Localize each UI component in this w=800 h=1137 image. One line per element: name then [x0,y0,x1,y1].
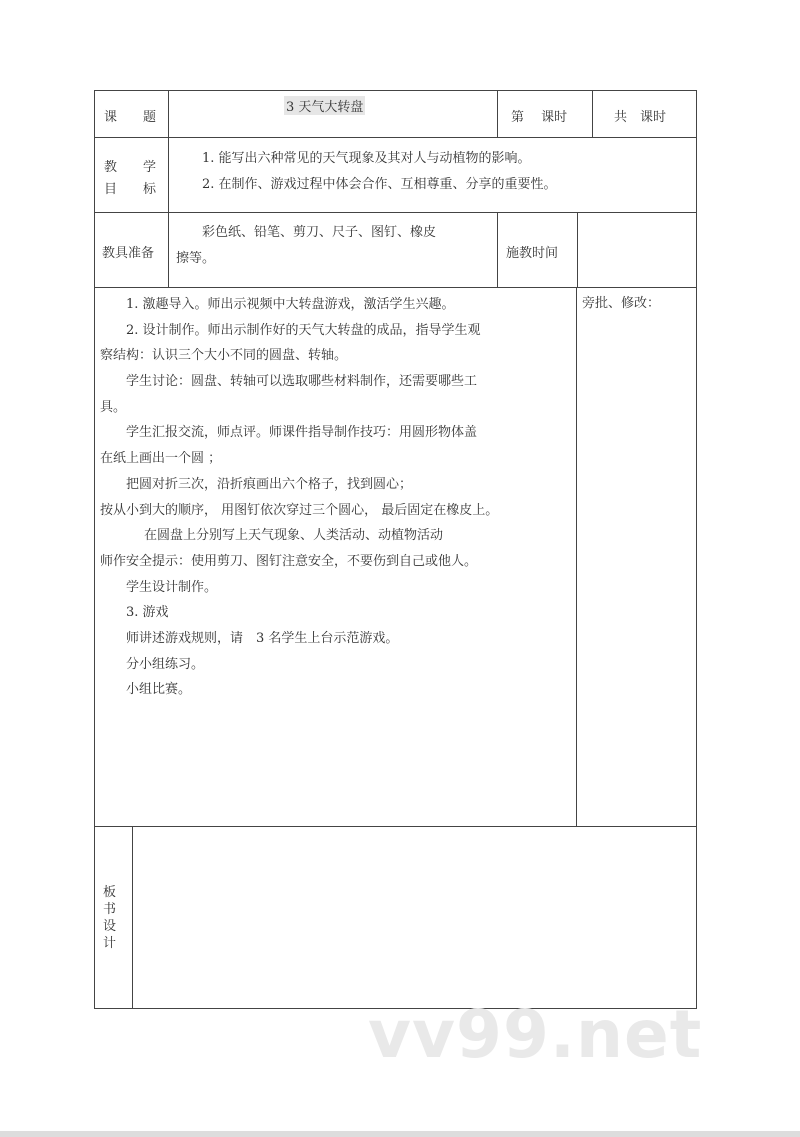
process-line: 分小组练习。 [126,656,205,672]
teaching-time-label: 施教时间 [506,246,559,261]
process-line: 学生汇报交流，师点评。师课件指导制作技巧：用圆形物体盖 [126,425,478,441]
border-left [94,90,95,1009]
process-line: 学生讨论：圆盘、转轴可以选取哪些材料制作，还需要哪些工 [126,374,478,390]
process-line: 具。 [100,399,127,415]
process-line: 把圆对折三次，沿折痕画出六个格子，找到圆心； [126,476,413,492]
process-line: 察结构：认识三个大小不同的圆盘、转轴。 [100,348,348,364]
lesson-total: 共 课时 [614,110,667,125]
col-divider [576,287,577,826]
lesson-number: 第 课时 [511,110,568,125]
col-divider [592,90,593,137]
col-divider [168,90,169,287]
objective-item: 1. 能写出六种常见的天气现象及其对人与动植物的影响。 [202,151,531,166]
notes-label: 旁批、修改： [582,296,661,311]
topic-label: 课 题 [104,110,157,125]
process-line: 在圆盘上分别写上天气现象、人类活动、动植物活动 [144,528,444,544]
objectives-label-2: 目 标 [104,182,157,197]
col-divider [132,826,133,1008]
process-line: 师讲述游戏规则，请 3 名学生上台示范游戏。 [126,630,399,646]
materials-label: 教具准备 [102,246,155,261]
materials-text: 擦等。 [176,251,216,266]
row-divider [94,212,697,213]
row-divider [94,826,697,827]
watermark: vv99.net [368,996,703,1073]
objective-item: 2. 在制作、游戏过程中体会合作、互相尊重、分享的重要性。 [202,177,557,192]
board-design-label: 板书设计 [103,885,117,951]
border-right [696,90,697,1009]
objectives-label-1: 教 学 [104,160,157,175]
process-line: 2. 设计制作。师出示制作好的天气大转盘的成品，指导学生观 [126,322,481,338]
border-top [94,90,697,91]
col-divider [577,212,578,287]
process-line: 按从小到大的顺序， 用图钉依次穿过三个圆心， 最后固定在橡皮上。 [100,502,499,518]
row-divider [94,287,697,288]
col-divider [497,90,498,137]
process-line: 3. 游戏 [126,605,169,621]
process-line: 小组比赛。 [126,682,192,698]
topic-title: 3 天气大转盘 [284,96,365,115]
process-line: 学生设计制作。 [126,579,218,595]
materials-text: 彩色纸、铅笔、剪刀、尺子、图钉、橡皮 [202,225,437,240]
process-line: 师作安全提示：使用剪刀、图钉注意安全，不要伤到自己或他人。 [100,553,478,569]
col-divider [497,212,498,287]
process-line: 1. 激趣导入。师出示视频中大转盘游戏，激活学生兴趣。 [126,297,455,312]
teaching-process [100,292,570,703]
row-divider [94,137,697,138]
page-bottom-edge [0,1131,800,1137]
process-line: 在纸上画出一个圆 ； [100,451,222,467]
